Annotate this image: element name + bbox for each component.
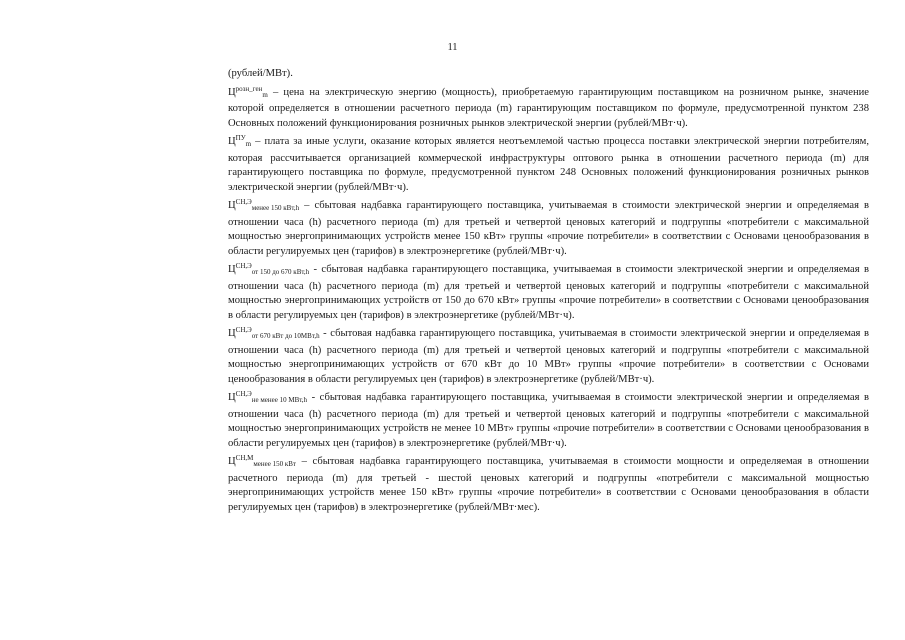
paragraph-markup-lt-150 — [228, 195, 869, 259]
paragraph-capacity-markup-lt-150 — [228, 451, 869, 515]
paragraph-markup-ge-10mw — [228, 387, 869, 451]
formula-symbol: $Ц^{СН,Э}_{не менее 10 МВт,h}$ — [228, 390, 308, 404]
formula-symbol: $Ц^{ПУ}_m$ — [228, 134, 252, 148]
document-body — [228, 67, 869, 515]
formula-symbol: $Ц^{СН,М}_{менее 150 кВт}$ — [228, 454, 296, 468]
formula-symbol: $Ц^{СН,Э}_{от 670 кВт до 10МВт,h}$ — [228, 326, 320, 340]
paragraph-text: - сбытовая надбавка гарантирующего поставщика, учитываемая в стоимости электрической энергии и определяемая в отношении часа (h) расчетного периода (m) для третьей и четвертой ценовых категорий и подгруппы «потребители с максимальной мощностью энергопринимающих устройств не менее 10 МВт» группы «прочие потребители» в соответствии с Основами ценообразования в области регулируемых цен (тарифов) в электроэнергетике (рублей/МВт·ч). — [228, 392, 869, 449]
paragraph-text: - сбытовая надбавка гарантирующего поставщика, учитываемая в стоимости электрической энергии и определяемая в отношении часа (h) расчетного периода (m) для третьей и четвертой ценовых категорий и подгруппы «потребители с максимальной мощностью энергопринимающих устройств от 150 до 670 кВт» группы «прочие потребители» в соответствии с Основами ценообразования в области регулируемых цен (тарифов) в электроэнергетике (рублей/МВт·ч). — [228, 264, 869, 321]
formula-symbol: $Ц^{розн\_ген}_m$ — [228, 84, 268, 99]
paragraph-retail-price — [228, 82, 869, 132]
formula-symbol: $Ц^{СН,Э}_{менее 150 кВт,h}$ — [228, 198, 300, 212]
paragraph-markup-670-10mw — [228, 323, 869, 387]
formula-symbol: $Ц^{СН,Э}_{от 150 до 670 кВт,h}$ — [228, 262, 310, 276]
paragraph-text: - сбытовая надбавка гарантирующего поставщика, учитываемая в стоимости электрической энергии и определяемая в отношении часа (h) расчетного периода (m) для третьей и четвертой ценовых категорий и подгруппы «потребители с максимальной мощностью энергопринимающих устройств от 670 кВт до 10 МВт» группы «прочие потребители» в соответствии с Основами ценообразования в области регулируемых цен (тарифов) в электроэнергетике (рублей/МВт·ч). — [228, 328, 869, 385]
paragraph-text: (рублей/МВт). — [228, 68, 293, 79]
paragraph-other-services — [228, 131, 869, 195]
paragraph-text: – цена на электрическую энергию (мощность), приобретаемую гарантирующим поставщиком на розничном рынке, значение которой определяется в отношении расчетного периода (m) гарантирующим поставщиком по формуле, предусмотренной пунктом 238 Основных положений функционирования розничных рынков электрической энергии (рублей/МВт·ч). — [228, 86, 869, 129]
paragraph-text: – плата за иные услуги, оказание которых является неотъемлемой частью процесса поставки электрической энергии потребителям, которая рассчитывается организацией коммерческой инфраструктуры оптового рынка в отношении расчетного периода (m) для гарантирующего поставщика по формуле, предусмотренной пунктом 248 Основных положений функционирования розничных рынков электрической энергии (рублей/МВт·ч). — [228, 136, 869, 193]
paragraph-units — [228, 67, 869, 82]
paragraph-text: – сбытовая надбавка гарантирующего поставщика, учитываемая в стоимости мощности и определяемая в отношении расчетного периода (m) для третьей - шестой ценовых категорий и подгруппы «потребители с максимальной мощностью энергопринимающих устройств менее 150 кВт» группы «прочие потребители» в соответствии с Основами ценообразования в области регулируемых цен (тарифов) в электроэнергетике (рублей/МВт·мес). — [228, 456, 869, 513]
paragraph-text: – сбытовая надбавка гарантирующего поставщика, учитываемая в стоимости электрической энергии и определяемая в отношении часа (h) расчетного периода (m) для третьей и четвертой ценовых категорий и подгруппы «потребители с максимальной мощностью энергопринимающих устройств менее 150 кВт» группы «прочие потребители» в соответствии с Основами ценообразования в области регулируемых цен (тарифов) в электроэнергетике (рублей/МВт·ч). — [228, 200, 869, 257]
page-number: 11 — [447, 42, 458, 53]
paragraph-markup-150-670 — [228, 259, 869, 323]
